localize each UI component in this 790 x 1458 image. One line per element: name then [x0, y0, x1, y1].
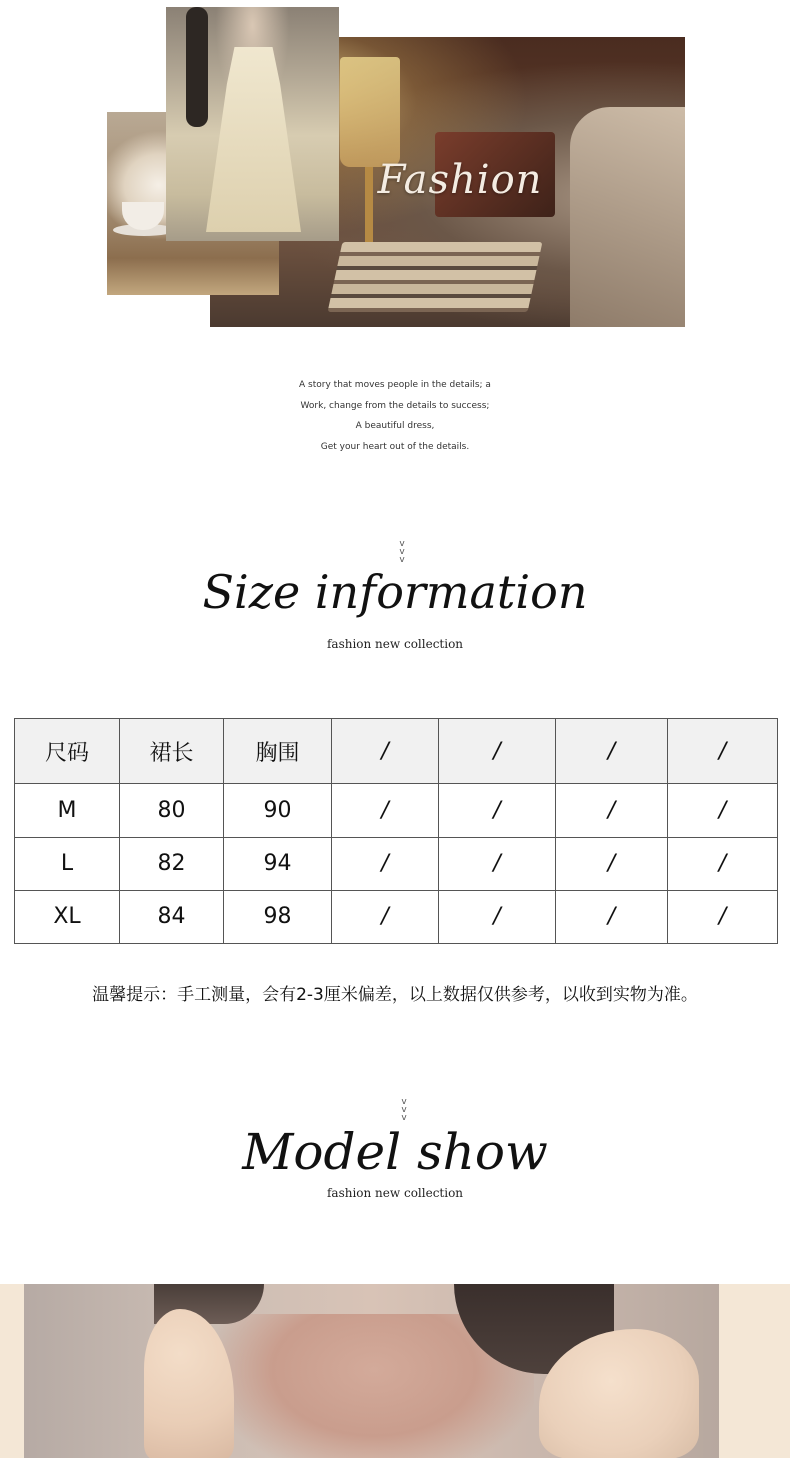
table-header-cell: /: [439, 719, 556, 784]
model-subtitle: fashion new collection: [326, 1186, 464, 1200]
fashion-script-label: Fashion: [377, 157, 543, 203]
dress-photo: [166, 7, 339, 241]
table-cell: 82: [120, 837, 224, 890]
chevron-down-icon: v v v: [399, 539, 405, 565]
table-cell: M: [15, 784, 120, 837]
story-line: Work, change from the details to success;: [300, 400, 490, 411]
table-header-cell: 尺码: [15, 719, 120, 784]
table-row: [15, 784, 778, 837]
table-cell: /: [439, 784, 556, 837]
story-line: Get your heart out of the details.: [320, 441, 470, 452]
table-header-row: [15, 719, 778, 784]
model-photo: [24, 1284, 719, 1458]
table-cell: 98: [224, 890, 332, 943]
table-cell: /: [668, 837, 778, 890]
table-cell: /: [668, 890, 778, 943]
table-cell: /: [332, 837, 439, 890]
story-line: A story that moves people in the details; a: [299, 380, 491, 390]
table-cell: /: [556, 784, 668, 837]
table-cell: 80: [120, 784, 224, 837]
pillow: [570, 107, 685, 327]
table-header-cell: 胸围: [224, 719, 332, 784]
story-text: [0, 375, 790, 457]
table-cell: /: [668, 784, 778, 837]
table-header-cell: /: [556, 719, 668, 784]
measurement-note: 温馨提示：手工测量，会有2-3厘米偏差，以上数据仅供参考，以收到实物为准。: [92, 985, 698, 1005]
table-cell: /: [332, 890, 439, 943]
table-header-cell: /: [668, 719, 778, 784]
table-cell: /: [556, 890, 668, 943]
lamp-shade: [340, 57, 400, 167]
table-cell: /: [439, 837, 556, 890]
table-cell: /: [439, 890, 556, 943]
table-cell: 84: [120, 890, 224, 943]
table-header-cell: 裙长: [120, 719, 224, 784]
size-table: [14, 718, 778, 944]
model-hair: [186, 7, 208, 127]
chevron-down-icon: v v v: [401, 1097, 407, 1123]
dress: [206, 47, 301, 232]
table-cell: XL: [15, 890, 120, 943]
book-stack: [328, 242, 543, 312]
model-show-title: Model show: [242, 1123, 548, 1181]
table-header-cell: /: [332, 719, 439, 784]
table-cell: /: [556, 837, 668, 890]
table-cell: L: [15, 837, 120, 890]
table-row: [15, 890, 778, 943]
size-subtitle: fashion new collection: [326, 637, 464, 651]
story-line: A beautiful dress,: [355, 421, 435, 431]
table-cell: 90: [224, 784, 332, 837]
size-information-title: Size information: [202, 565, 588, 619]
table-row: [15, 837, 778, 890]
table-cell: 94: [224, 837, 332, 890]
table-cell: /: [332, 784, 439, 837]
